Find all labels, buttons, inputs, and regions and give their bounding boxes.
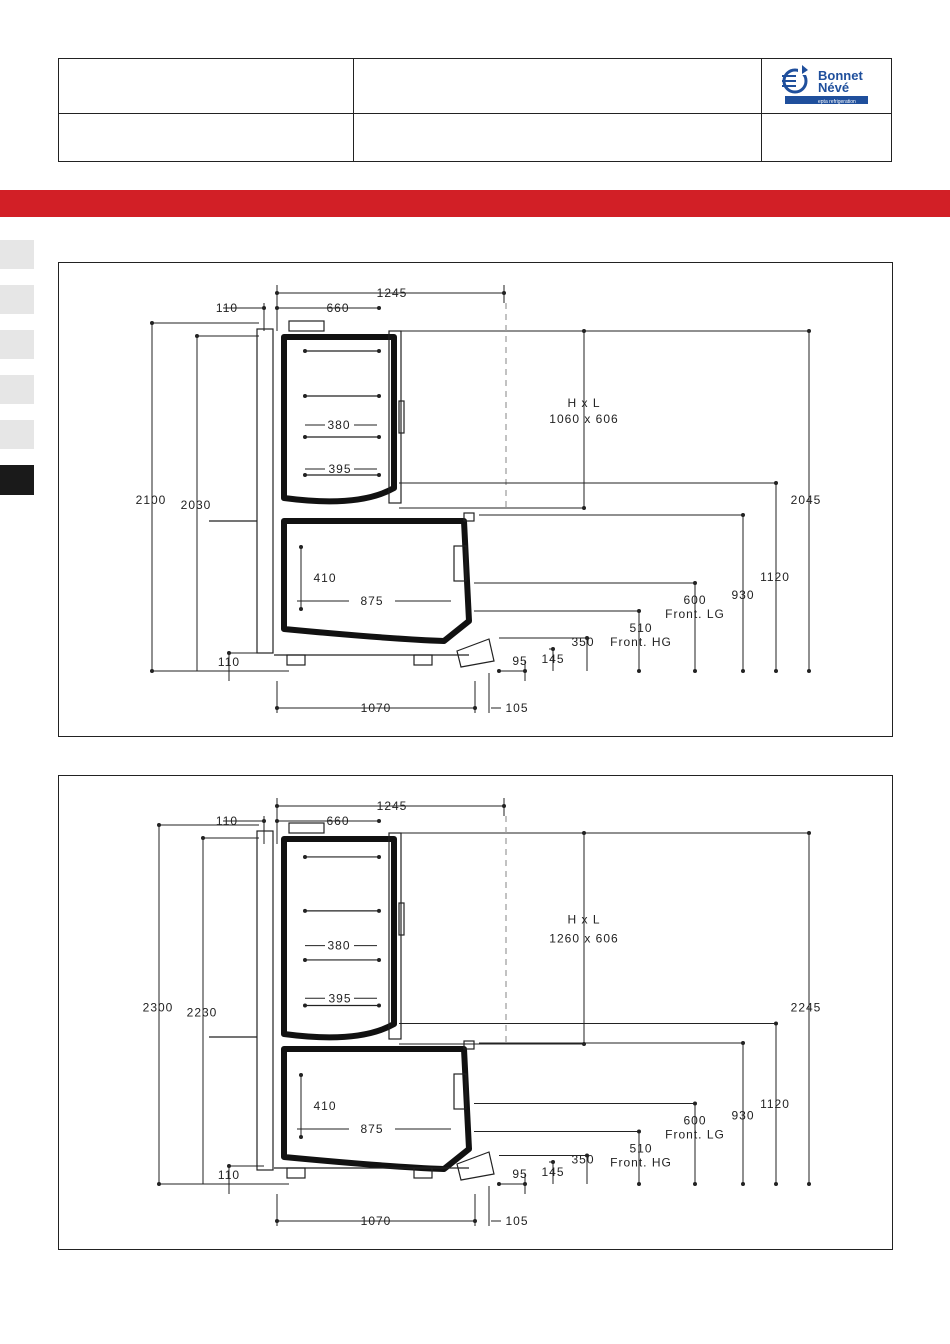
dimension-tick — [693, 669, 697, 673]
dimension-tick — [807, 669, 811, 673]
height-outer-label: 2300 — [142, 1000, 174, 1015]
dimension-tick — [303, 958, 307, 962]
dimension-tick — [299, 545, 303, 549]
side-tab[interactable] — [0, 375, 34, 404]
dimension-tick — [377, 1003, 381, 1007]
depth-875-label: 875 — [360, 594, 384, 608]
cabinet-diagram-2 — [59, 776, 892, 1249]
header-cell — [59, 114, 354, 162]
top-vent — [289, 823, 324, 833]
brand-name-1: Bonnet — [818, 68, 863, 83]
brand-swirl-icon — [782, 65, 808, 92]
header-table — [58, 58, 892, 162]
base-bracket — [457, 639, 494, 667]
side-tab[interactable] — [0, 420, 34, 449]
height-510-label: 510 — [629, 1141, 653, 1156]
height-145-label: 145 — [541, 1165, 565, 1179]
width-bottom-label: 1070 — [360, 701, 392, 715]
front-lg-label: Front. LG — [665, 607, 725, 621]
dimension-tick — [637, 1130, 641, 1134]
depth-875-label: 875 — [360, 1122, 384, 1136]
hxl-value-label: 1260 x 606 — [549, 931, 619, 946]
dimension-tick — [275, 706, 279, 710]
width-left-label: 110 — [215, 814, 239, 828]
dimension-tick — [303, 855, 307, 859]
dimension-tick — [377, 435, 381, 439]
side-tab[interactable] — [0, 240, 34, 269]
dimension-tick — [741, 1041, 745, 1045]
lower-cabinet — [284, 1049, 469, 1169]
dimension-tick — [303, 349, 307, 353]
hxl-value-label: 1060 x 606 — [549, 412, 619, 427]
cabinet-diagram-1 — [59, 263, 892, 736]
dimension-tick — [523, 669, 527, 673]
dimension-tick — [523, 1182, 527, 1186]
width-95-label: 95 — [512, 654, 528, 668]
dimension-tick — [693, 1182, 697, 1186]
dimension-tick — [303, 473, 307, 477]
dimension-tick — [774, 669, 778, 673]
dimension-tick — [473, 1219, 477, 1223]
dimension-tick — [303, 909, 307, 913]
width-total-label: 1245 — [376, 286, 408, 300]
header-cell — [762, 114, 892, 162]
width-top-label: 660 — [326, 814, 350, 828]
height-600-label: 600 — [683, 593, 707, 607]
dimension-tick — [741, 513, 745, 517]
width-top-label: 660 — [326, 301, 350, 315]
foot — [287, 655, 305, 665]
dimension-tick — [377, 958, 381, 962]
dimension-tick — [299, 1073, 303, 1077]
depth-410-label: 410 — [313, 1099, 337, 1113]
dimension-tick — [377, 855, 381, 859]
front-hg-label: Front. HG — [610, 1155, 672, 1170]
height-350-label: 350 — [571, 635, 595, 649]
height-inner-label: 2030 — [180, 498, 212, 512]
dimension-tick — [303, 435, 307, 439]
dimension-tick — [299, 607, 303, 611]
side-panel — [257, 831, 273, 1170]
foot — [414, 655, 432, 665]
dimension-tick — [377, 473, 381, 477]
width-95-label: 95 — [512, 1167, 528, 1181]
dimension-tick — [741, 1182, 745, 1186]
depth-410-label: 410 — [313, 571, 337, 585]
dimension-tick — [377, 394, 381, 398]
side-tab[interactable] — [0, 285, 34, 314]
brand-logo — [762, 59, 892, 114]
shelf-395-label: 395 — [328, 462, 352, 476]
dimension-tick — [497, 669, 501, 673]
side-tab-active[interactable] — [0, 465, 34, 495]
dimension-tick — [377, 909, 381, 913]
logo-cell — [762, 59, 892, 114]
top-vent — [289, 321, 324, 331]
dimension-tick — [774, 1022, 778, 1026]
height-350-label: 350 — [571, 1152, 595, 1167]
brand-name-2: Névé — [818, 80, 850, 95]
height-510-label: 510 — [629, 621, 653, 635]
dimension-tick — [299, 1135, 303, 1139]
dimension-tick — [807, 1182, 811, 1186]
dimension-tick — [693, 581, 697, 585]
dimension-tick — [303, 1003, 307, 1007]
height-930-label: 930 — [731, 588, 755, 602]
side-panel — [257, 329, 273, 653]
brand-tagline: epta refrigeration — [818, 99, 856, 105]
hxl-title-label: H x L — [567, 396, 601, 411]
dimension-tick — [637, 609, 641, 613]
header-cell — [354, 59, 762, 114]
height-110-label: 110 — [217, 1168, 241, 1182]
height-600-label: 600 — [683, 1113, 707, 1128]
shelf-395-label: 395 — [328, 991, 352, 1006]
header-cell — [354, 114, 762, 162]
dimension-tick — [774, 1182, 778, 1186]
height-1120-label: 1120 — [760, 570, 790, 584]
side-tab[interactable] — [0, 330, 34, 359]
section-bar — [0, 190, 950, 217]
dimension-tick — [473, 706, 477, 710]
dimension-tick — [377, 306, 381, 310]
width-total-label: 1245 — [376, 799, 408, 813]
dimension-tick — [693, 1102, 697, 1106]
height-outer-label: 2100 — [135, 493, 167, 507]
dimension-tick — [582, 329, 586, 333]
lower-cabinet — [284, 521, 469, 641]
dimension-tick — [275, 1219, 279, 1223]
dimension-tick — [551, 1160, 555, 1164]
foot — [287, 1168, 305, 1178]
dimension-tick — [774, 481, 778, 485]
height-right-label: 2045 — [790, 493, 822, 507]
height-145-label: 145 — [541, 652, 565, 666]
height-1120-label: 1120 — [760, 1096, 790, 1111]
dimension-tick — [497, 1182, 501, 1186]
dimension-tick — [377, 349, 381, 353]
dimension-tick — [741, 669, 745, 673]
header-cell — [59, 59, 354, 114]
dimension-tick — [551, 647, 555, 651]
height-inner-label: 2230 — [186, 1005, 218, 1020]
width-left-label: 110 — [215, 301, 239, 315]
diagram-frame-1 — [58, 262, 893, 737]
dimension-tick — [637, 1182, 641, 1186]
width-bottom-label: 1070 — [360, 1214, 392, 1228]
height-right-label: 2245 — [790, 1000, 822, 1015]
dimension-tick — [303, 394, 307, 398]
diagram-frame-2 — [58, 775, 893, 1250]
dimension-tick — [582, 831, 586, 835]
shelf-380-label: 380 — [327, 418, 351, 432]
dimension-tick — [377, 819, 381, 823]
hxl-title-label: H x L — [567, 912, 601, 927]
width-105-label: 105 — [505, 1214, 529, 1228]
height-930-label: 930 — [731, 1108, 755, 1123]
dimension-tick — [637, 669, 641, 673]
width-105-label: 105 — [505, 701, 529, 715]
front-hg-label: Front. HG — [610, 635, 672, 649]
front-lg-label: Front. LG — [665, 1127, 725, 1142]
shelf-380-label: 380 — [327, 938, 351, 953]
height-110-label: 110 — [217, 655, 241, 669]
